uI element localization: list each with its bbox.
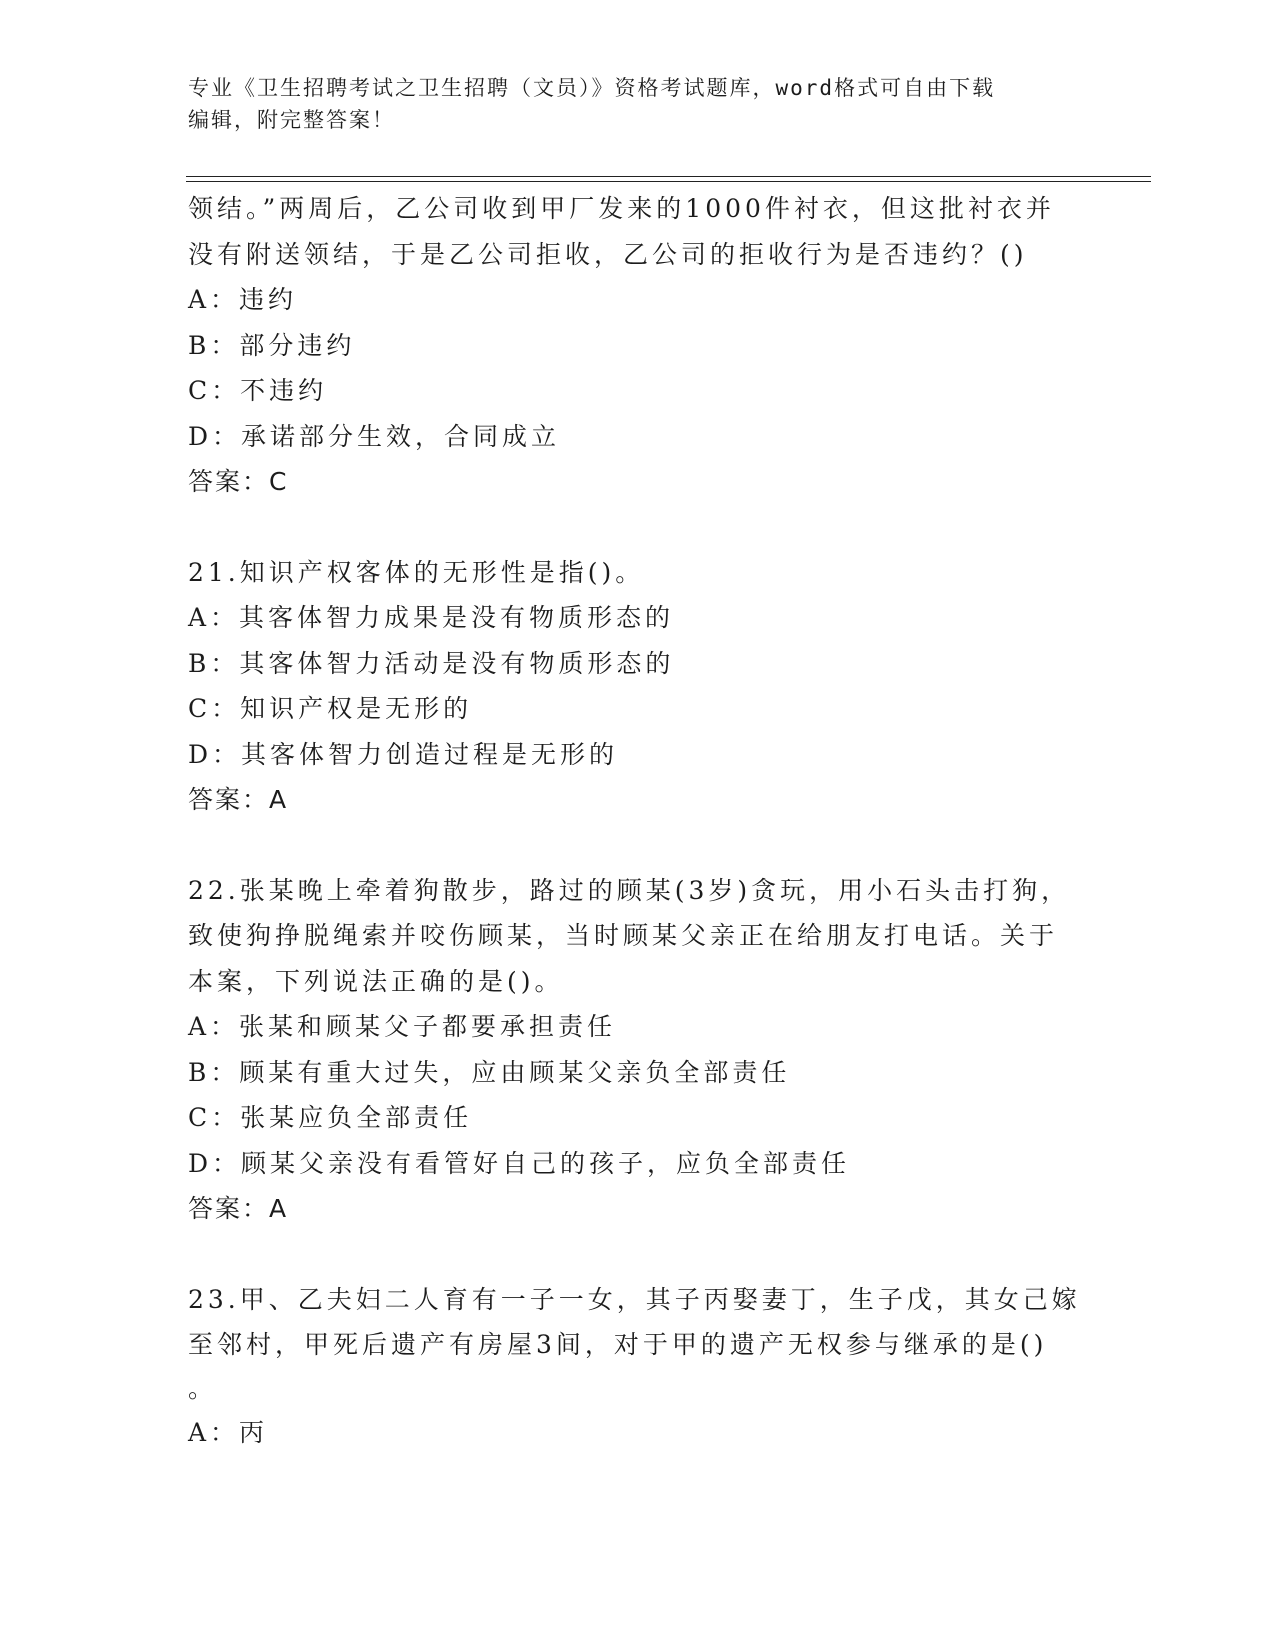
spacer [188, 1232, 1088, 1277]
option-c: C：知识产权是无形的 [188, 694, 473, 723]
question-text: 没有附送领结，于是乙公司拒收，乙公司的拒收行为是否违约？() [188, 239, 1028, 269]
option-c: C：不违约 [188, 376, 328, 405]
header-divider-top [186, 176, 1151, 177]
answer: 答案：A [188, 785, 289, 814]
question-22-text: 致使狗挣脱绳索并咬伤顾某，当时顾某父亲正在给朋友打电话。关于 [188, 921, 1059, 950]
option-a: A：张某和顾某父子都要承担责任 [188, 1012, 617, 1041]
question-23-text: 。 [188, 1373, 218, 1403]
question-text: 领结。”两周后，乙公司收到甲厂发来的1000件衬衣，但这批衬衣并 [188, 194, 1055, 223]
option-a: A：违约 [188, 285, 298, 314]
option-c: C：张某应负全部责任 [188, 1103, 473, 1132]
spacer [188, 823, 1088, 868]
option-d: D：承诺部分生效，合同成立 [188, 421, 561, 451]
option-d: D：其客体智力创造过程是无形的 [188, 739, 619, 769]
header-divider-bottom [186, 181, 1151, 182]
spacer [188, 505, 1088, 550]
question-23-text: 至邻村，甲死后遗产有房屋3间，对于甲的遗产无权参与继承的是() [188, 1330, 1048, 1359]
question-23-text: 23.甲、乙夫妇二人育有一子一女，其子丙娶妻丁，生子戊，其女己嫁 [188, 1284, 1081, 1314]
header-line-1: 专业《卫生招聘考试之卫生招聘（文员）》资格考试题库，word格式可自由下载 [188, 76, 996, 100]
question-21-text: 21.知识产权客体的无形性是指()。 [188, 557, 645, 587]
option-b: B：其客体智力活动是没有物质形态的 [188, 648, 675, 678]
question-22-text: 本案，下列说法正确的是()。 [188, 966, 564, 996]
question-22-text: 22.张某晚上牵着狗散步，路过的顾某(3岁)贪玩，用小石头击打狗， [188, 875, 1071, 905]
option-b: B：部分违约 [188, 330, 356, 360]
header-line-2: 编辑，附完整答案！ [188, 108, 395, 132]
answer: 答案：A [188, 1194, 289, 1223]
answer: 答案：C [188, 467, 289, 496]
option-a: A：其客体智力成果是没有物质形态的 [188, 603, 675, 632]
option-b: B：顾某有重大过失，应由顾某父亲负全部责任 [188, 1057, 791, 1087]
option-d: D：顾某父亲没有看管好自己的孩子，应负全部责任 [188, 1148, 851, 1178]
document-header [188, 72, 1088, 136]
option-a: A：丙 [188, 1417, 269, 1447]
question-content [188, 186, 1088, 1455]
